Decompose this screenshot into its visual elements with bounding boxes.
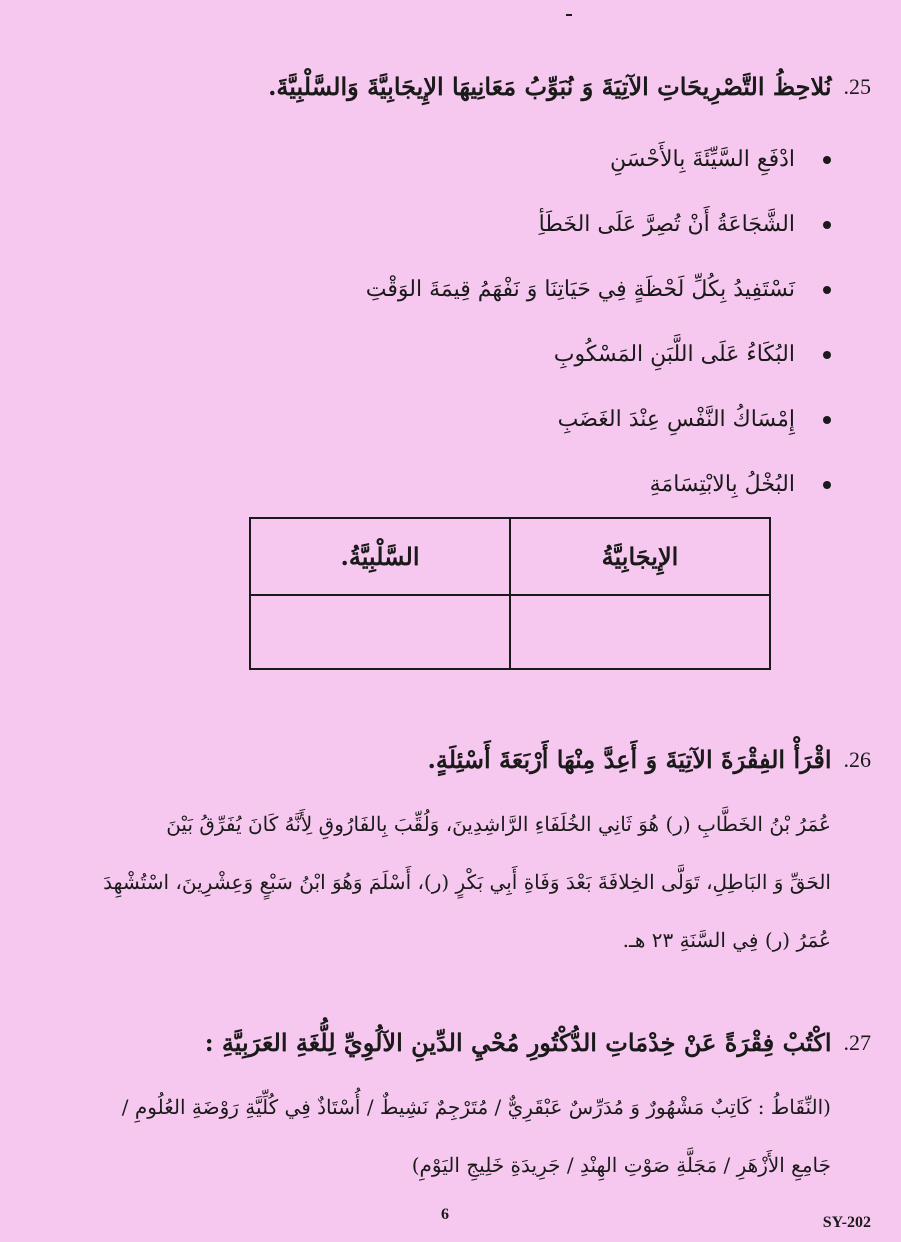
bullet-icon <box>823 286 831 294</box>
hints-line: جَامِعِ الأَزْهَرِ / مَجَلَّةِ صَوْتِ الهِنْدِ / جَرِيدَةِ خَلِيجِ اليَوْمِ) <box>411 1153 831 1177</box>
bullet-icon <box>823 156 831 164</box>
list-item <box>231 387 831 452</box>
question-number: .26 <box>843 746 871 772</box>
list-item <box>231 257 831 322</box>
list-item <box>231 322 831 387</box>
statement-list <box>231 127 831 517</box>
list-item <box>231 452 831 517</box>
classification-table <box>249 517 771 670</box>
passage-line: عُمَرُ (ر) فِي السَّنَةِ ٢٣ هـ. <box>622 928 831 952</box>
table-header-row <box>250 518 770 595</box>
bullet-icon <box>823 416 831 424</box>
reading-passage <box>70 795 831 969</box>
statement-text: نَسْتَفِيدُ بِكُلِّ لَحْظَةٍ فِي حَيَاتِنَا وَ نَفْهَمُ قِيمَةَ الوَقْتِ <box>365 277 795 302</box>
question-27-heading <box>60 1028 871 1057</box>
bullet-icon <box>823 351 831 359</box>
scan-mark <box>566 14 572 16</box>
list-item <box>231 127 831 192</box>
exam-code: SY-202 <box>822 1214 871 1231</box>
positive-answer-cell[interactable] <box>510 595 770 669</box>
question-title: اقْرَأْ الفِقْرَةَ الآتِيَةَ وَ أَعِدَّ مِنْهَا أَرْبَعَةَ أَسْئِلَةٍ. <box>427 745 832 774</box>
negative-column-header: السَّلْبِيَّةُ. <box>250 518 510 595</box>
statement-text: الشَّجَاعَةُ أَنْ تُصِرَّ عَلَى الخَطَأِ <box>538 212 795 237</box>
question-26-heading <box>60 745 871 774</box>
table-answer-row <box>250 595 770 669</box>
page-number: 6 <box>441 1206 449 1223</box>
question-title: اكْتُبْ فِقْرَةً عَنْ خِدْمَاتِ الدُّكْتُورِ مُحْيِ الدِّينِ الآلُوِيِّ لِلُّغَةِ العَرَبِيَّةِ : <box>204 1028 832 1057</box>
negative-answer-cell[interactable] <box>250 595 510 669</box>
passage-line: الحَقِّ وَ البَاطِلِ، تَوَلَّى الخِلافَةَ بَعْدَ وَفَاةِ أَبِي بَكْرٍ (ر)، أَسْلَمَ وَهُوَ ابْنُ سَبْعٍ وَعِشْرِينَ، اسْتُشْهِدَ <box>103 870 831 894</box>
statement-text: البُكَاءُ عَلَى اللَّبَنِ المَسْكُوبِ <box>553 342 795 367</box>
question-number: .25 <box>843 73 871 99</box>
bullet-icon <box>823 221 831 229</box>
question-25-heading <box>60 72 871 101</box>
passage-line: عُمَرُ بْنُ الخَطَّابِ (ر) هُوَ ثَانِي الخُلَفَاءِ الرَّاشِدِينَ، وَلُقِّبَ بِالفَارُوقِ لِأَنَّهُ كَانَ يُفَرِّقُ بَيْنَ <box>166 812 831 836</box>
statement-text: البُخْلُ بِالابْتِسَامَةِ <box>649 472 795 497</box>
positive-column-header: الإِيجَابِيَّةُ <box>510 518 770 595</box>
statement-text: ادْفَعِ السَّيِّئَةَ بِالأَحْسَنِ <box>610 147 795 172</box>
bullet-icon <box>823 481 831 489</box>
hints-paragraph <box>70 1078 831 1194</box>
list-item <box>231 192 831 257</box>
question-number: .27 <box>843 1029 871 1055</box>
statement-text: إِمْسَاكُ النَّفْسِ عِنْدَ الغَضَبِ <box>557 407 795 432</box>
hints-line: (النِّقَاطُ : كَاتِبٌ مَشْهُورٌ وَ مُدَرِّسٌ عَبْقَرِيٌّ / مُتَرْجِمٌ نَشِيطٌ / أُسْتَاذٌ فِي كُلِّيَّةِ رَوْضَةِ العُلُومِ / <box>121 1095 831 1119</box>
question-title: نُلاحِظُ التَّصْرِيحَاتِ الآتِيَةَ وَ نُبَوِّبُ مَعَانِيهَا الإِيجَابِيَّةَ وَالسَّلْبِيَّةَ. <box>268 72 832 101</box>
